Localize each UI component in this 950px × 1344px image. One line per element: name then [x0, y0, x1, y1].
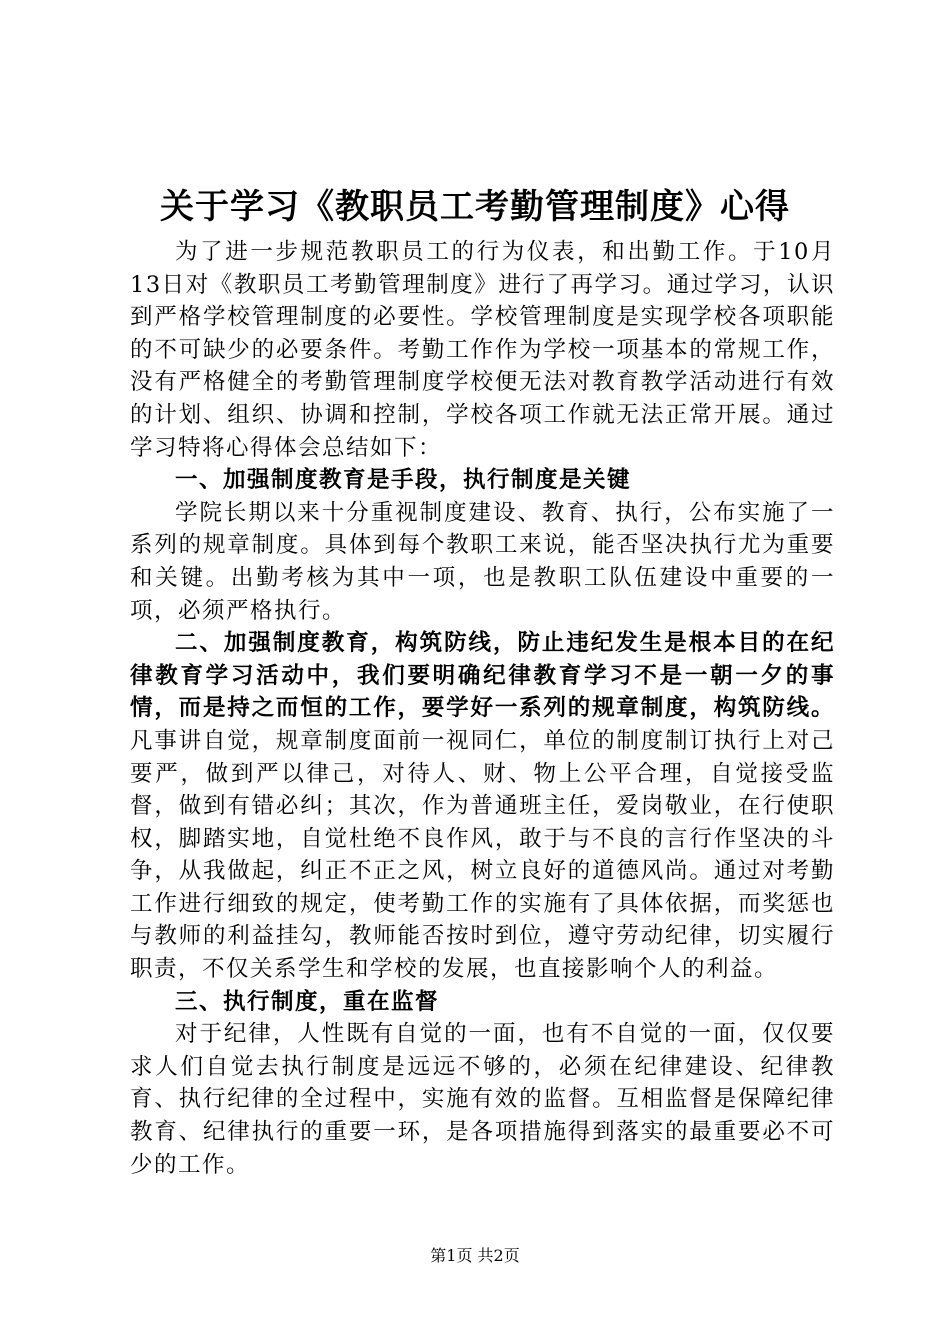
section-1-heading: 一、加强制度教育是手段，执行制度是关键 [175, 467, 632, 494]
section-2-paragraph [130, 627, 835, 986]
page-footer: 第1页 共2页 [430, 1246, 520, 1265]
intro-paragraph: 为了进一步规范教职员工的行为仪表，和出勤工作。于10月13日对《教职员工考勤管理制度》进行了再学习。通过学习，认识到严格学校管理制度的必要性。学校管理制度是实现学校各项职能的不可缺少的必要条件。考勤工作作为学校一项基本的常规工作，没有严格健全的考勤管理制度学校便无法对教育教学活动进行有效的计划、组织、协调和控制，学校各项工作就无法正常开展。通过学习特将心得体会总结如下： [130, 239, 835, 461]
section-2-lead: 二、加强制度教育，构筑防线，防止违纪发生是根本目的在纪律教育学习活动中，我们要明确纪律教育学习不是一朝一夕的事情，而是持之而恒的工作，要学好一系列的规章制度，构筑防线。 [130, 630, 835, 722]
document-body [130, 236, 835, 1181]
section-3-paragraph: 对于纪律，人性既有自觉的一面，也有不自觉的一面，仅仅要求人们自觉去执行制度是远远不够的，必须在纪律建设、纪律教育、执行纪律的全过程中，实施有效的监督。互相监督是保障纪律教育、纪律执行的重要一环，是各项措施得到落实的最重要必不可少的工作。 [130, 1021, 835, 1178]
section-1-paragraph: 学院长期以来十分重视制度建设、教育、执行，公布实施了一系列的规章制度。具体到每个教职工来说，能否坚决执行尤为重要和关键。出勤考核为其中一项，也是教职工队伍建设中重要的一项，必须严格执行。 [130, 499, 835, 624]
section-2-body: 凡事讲自觉，规章制度面前一视同仁，单位的制度制订执行上对己要严，做到严以律己，对待人、财、物上公平合理，自觉接受监督，做到有错必纠；其次，作为普通班主任，爱岗敬业，在行使职权，脚踏实地，自觉杜绝不良作风，敢于与不良的言行作坚决的斗争，从我做起，纠正不正之风，树立良好的道德风尚。通过对考勤工作进行细致的规定，使考勤工作的实施有了具体依据，而奖惩也与教师的利益挂勾，教师能否按时到位，遵守劳动纪律，切实履行职责，不仅关系学生和学校的发展，也直接影响个人的利益。 [130, 727, 835, 983]
section-3-heading: 三、执行制度，重在监督 [175, 988, 440, 1015]
document-title: 关于学习《教职员工考勤管理制度》心得 [160, 187, 790, 227]
